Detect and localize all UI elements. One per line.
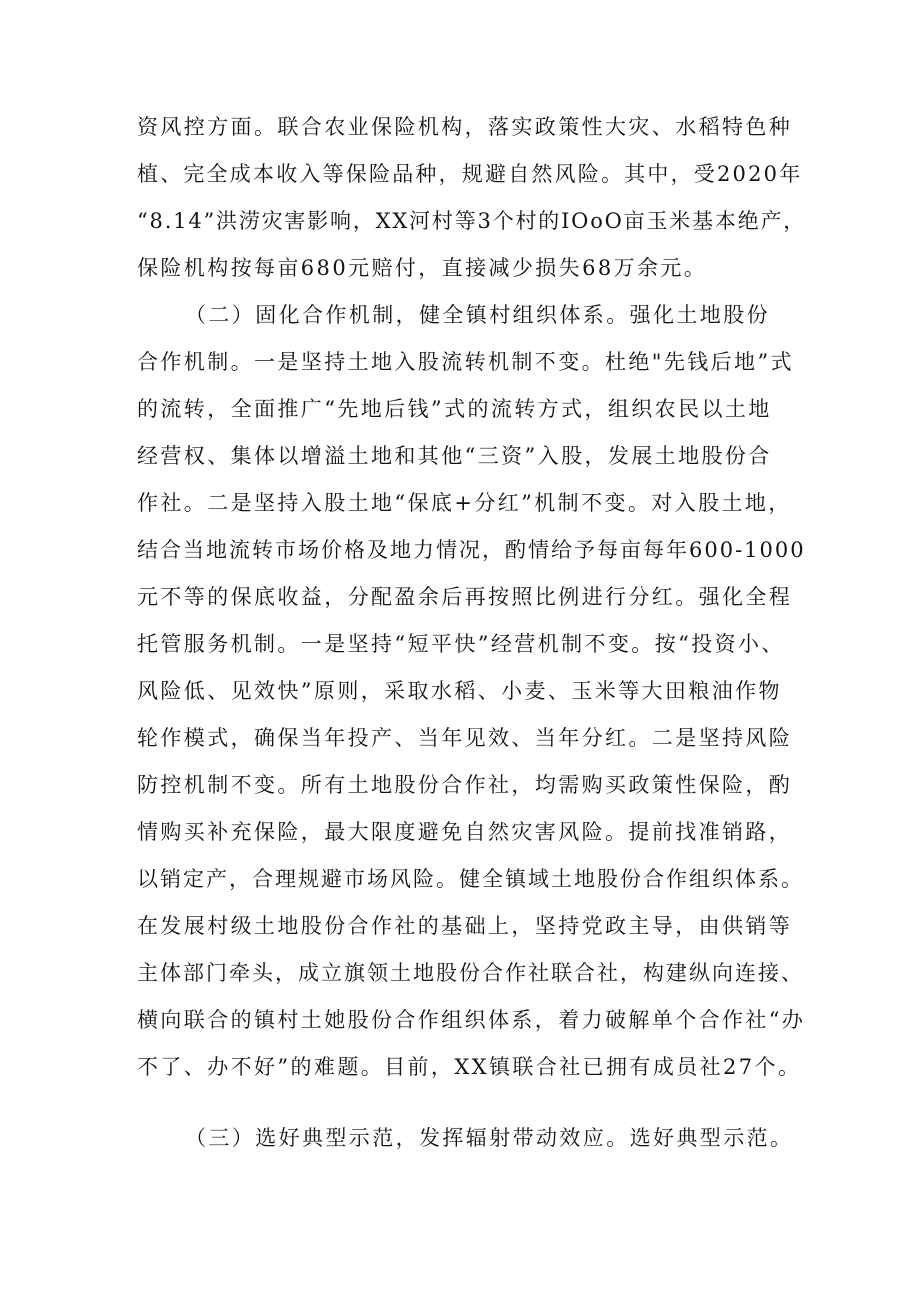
text-line-20: 横向联合的镇村土她股份合作组织体系，着力破解单个合作社“办: [137, 1008, 806, 1032]
text-line-12: 托管服务机制。一是坚持“短平快”经营机制不变。按“投资小、: [137, 632, 785, 656]
text-line-3: “8.14”洪涝灾害影响，XX河村等3个村的IOoO亩玉米基本绝产，: [137, 209, 807, 233]
text-line-19: 主体部门牵头，成立旗领土地股份合作社联合社，构建纵向连接、: [137, 961, 804, 985]
text-line-11: 元不等的保底收益，分配盈余后再按照比例进行分红。强化全程: [137, 585, 793, 609]
text-line-2: 植、完全成本收入等保险品种，规避自然风险。其中，受2020年: [137, 162, 803, 186]
text-line-9: 作社。二是坚持入股土地“保底+分红”机制不变。对入股土地，: [137, 491, 792, 515]
text-line-8: 经营权、集体以增溢土地和其他“三资”入股，发展土地股份合: [137, 444, 772, 468]
section-heading-3: （三）选好典型示范，发挥辐射带动效应。选好典型示范。: [185, 1126, 794, 1150]
text-line-16: 情购买补充保险，最大限度避免自然灾害风险。提前找准销路，: [137, 820, 793, 844]
text-line-1: 资风控方面。联合农业保险机构，落实政策性大灾、水稻特色种: [137, 115, 793, 139]
text-line-6: 合作机制。一是坚持土地入股流转机制不变。杜绝"先钱后地”式: [137, 350, 794, 374]
text-line-4: 保险机构按每亩680元赔付，直接减少损失68万余元。: [137, 256, 708, 280]
text-line-18: 在发展村级土地股份合作社的基础上，坚持党政主导，由供销等: [137, 914, 793, 938]
section-heading-2: （二）固化合作机制，健全镇村组织体系。强化土地股份: [185, 303, 770, 327]
text-line-14: 轮作模式，确保当年投产、当年见效、当年分红。二是坚持风险: [137, 726, 793, 750]
text-line-13: 风险低、见效快”原则，采取水稻、小麦、玉米等大田粮油作物: [137, 679, 782, 703]
text-line-10: 结合当地流转市场价格及地力情况，酌情给予每亩每年600-1000: [137, 538, 806, 562]
text-line-21: 不了、办不好”的难题。目前，XX镇联合社已拥有成员社27个。: [137, 1055, 802, 1079]
text-line-17: 以销定产，合理规避市场风险。健全镇域土地股份合作组织体系。: [137, 867, 804, 891]
text-line-15: 防控机制不变。所有土地股份合作社，均需购买政策性保险，酌: [137, 773, 793, 797]
text-line-7: 的流转，全面推广“先地后钱”式的流转方式，组织农民以土地: [137, 397, 772, 421]
